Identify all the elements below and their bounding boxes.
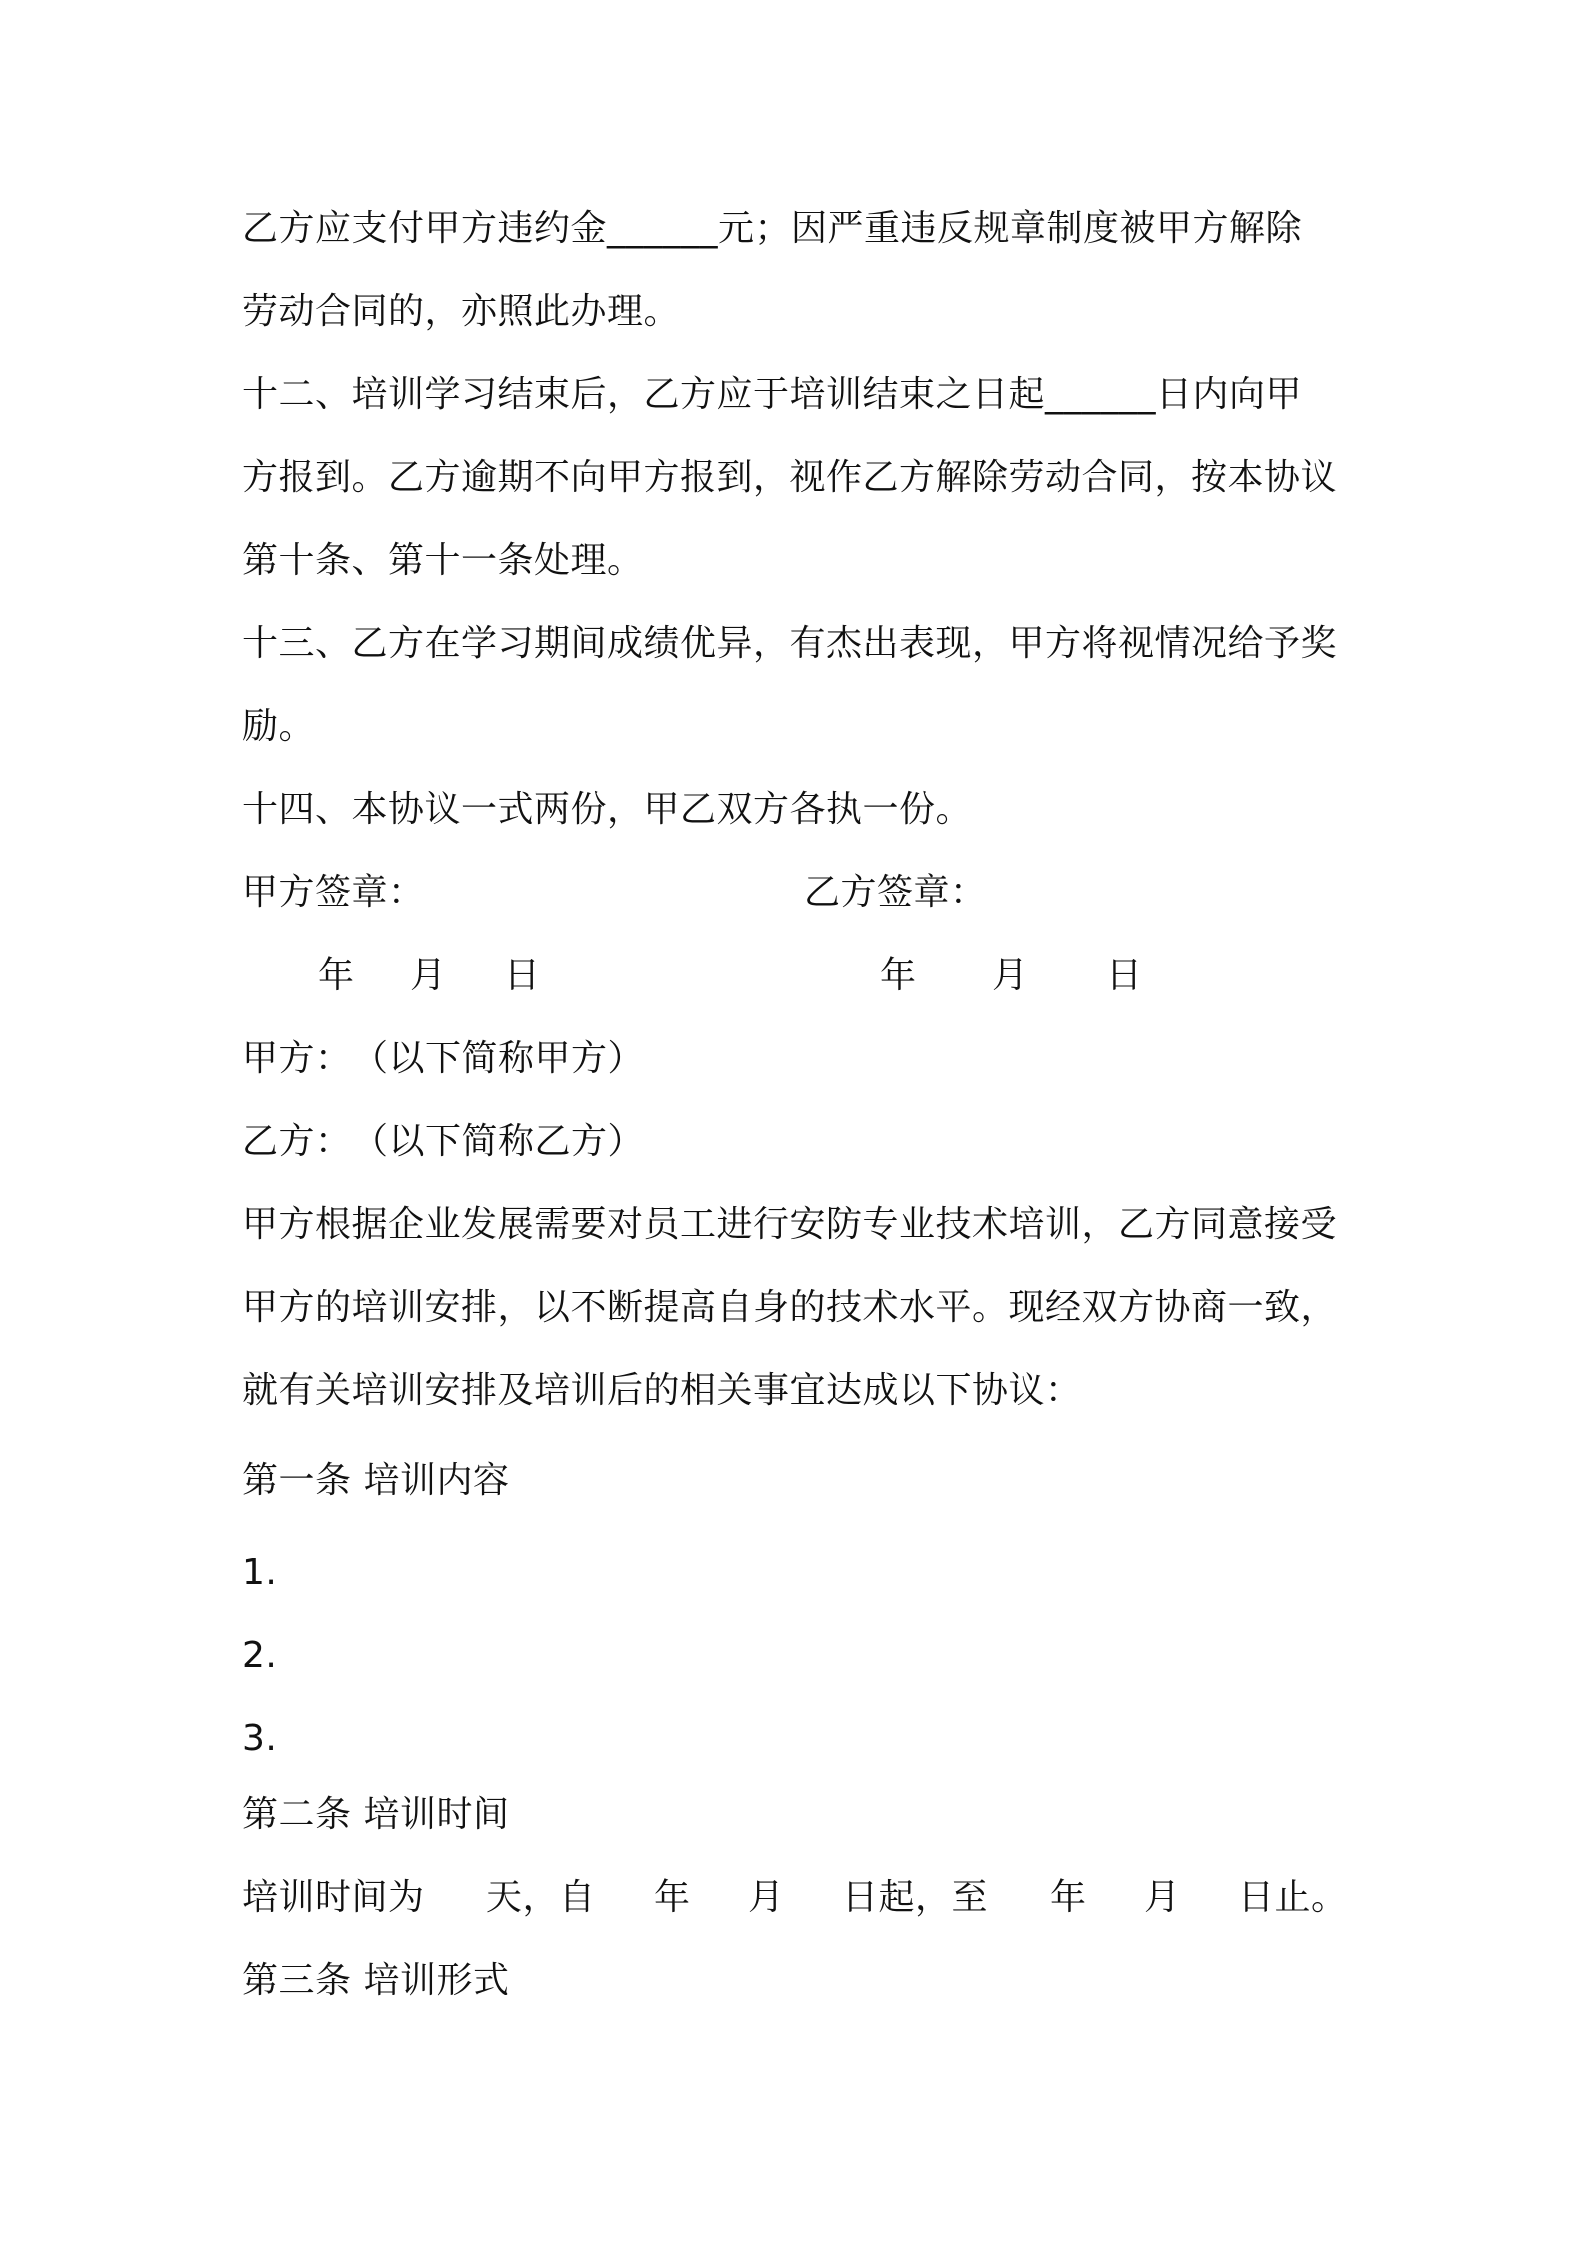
party-b-date-month: 月 [992,955,1029,996]
article-2-text-part: 年 [654,1877,691,1918]
party-b-date-year: 年 [880,955,917,996]
signature-row [242,871,1362,915]
article-2-text-part: 月 [748,1877,785,1918]
party-a-seal-label: 甲方签章： [242,872,425,913]
article-2-text-part: 日止。 [1238,1877,1348,1918]
clause-14-line: 十四、本协议一式两份，甲乙双方各执一份。 [242,789,973,830]
article-1-item: 3. [242,1718,278,1759]
intro-line: 就有关培训安排及培训后的相关事宜达成以下协议： [242,1370,1082,1411]
intro-line: 甲方的培训安排，以不断提高自身的技术水平。现经双方协商一致， [242,1287,1338,1328]
article-1-title: 第一条 培训内容 [242,1460,510,1501]
clause-line: 励。 [242,706,316,747]
party-a-line: 甲方： （以下简称甲方） [242,1038,645,1079]
article-1-item: 1. [242,1552,278,1593]
article-2-text-part: 天，自 [486,1877,596,1918]
article-2-text-part: 月 [1144,1877,1181,1918]
clause-12-line: 十二、培训学习结束后，乙方应于培训结束之日起______日内向甲 [242,374,1303,415]
article-2-text-part: 年 [1050,1877,1087,1918]
article-2-text-part: 日起，至 [842,1877,989,1918]
signature-date-row [242,954,1362,998]
clause-13-line: 十三、乙方在学习期间成绩优异，有杰出表现，甲方将视情况给予奖 [242,623,1338,664]
clause-line: 劳动合同的，亦照此办理。 [242,291,681,332]
article-2-title: 第二条 培训时间 [242,1794,510,1835]
article-2-text-part: 培训时间为 [242,1877,425,1918]
article-3-title: 第三条 培训形式 [242,1960,510,2001]
intro-line: 甲方根据企业发展需要对员工进行安防专业技术培训，乙方同意接受 [242,1204,1338,1245]
clause-line: 第十条、第十一条处理。 [242,540,644,581]
clause-line: 乙方应支付甲方违约金______元；因严重违反规章制度被甲方解除 [242,208,1303,249]
party-b-date-day: 日 [1106,955,1143,996]
party-b-seal-label: 乙方签章： [804,872,987,913]
party-b-line: 乙方： （以下简称乙方） [242,1121,645,1162]
party-a-date-year: 年 [318,955,355,996]
party-a-date-day: 日 [504,955,541,996]
party-a-date-month: 月 [410,955,447,996]
clause-line: 方报到。乙方逾期不向甲方报到，视作乙方解除劳动合同，按本协议 [242,457,1338,498]
article-1-item: 2. [242,1635,278,1676]
article-2-text [242,1876,1362,1920]
